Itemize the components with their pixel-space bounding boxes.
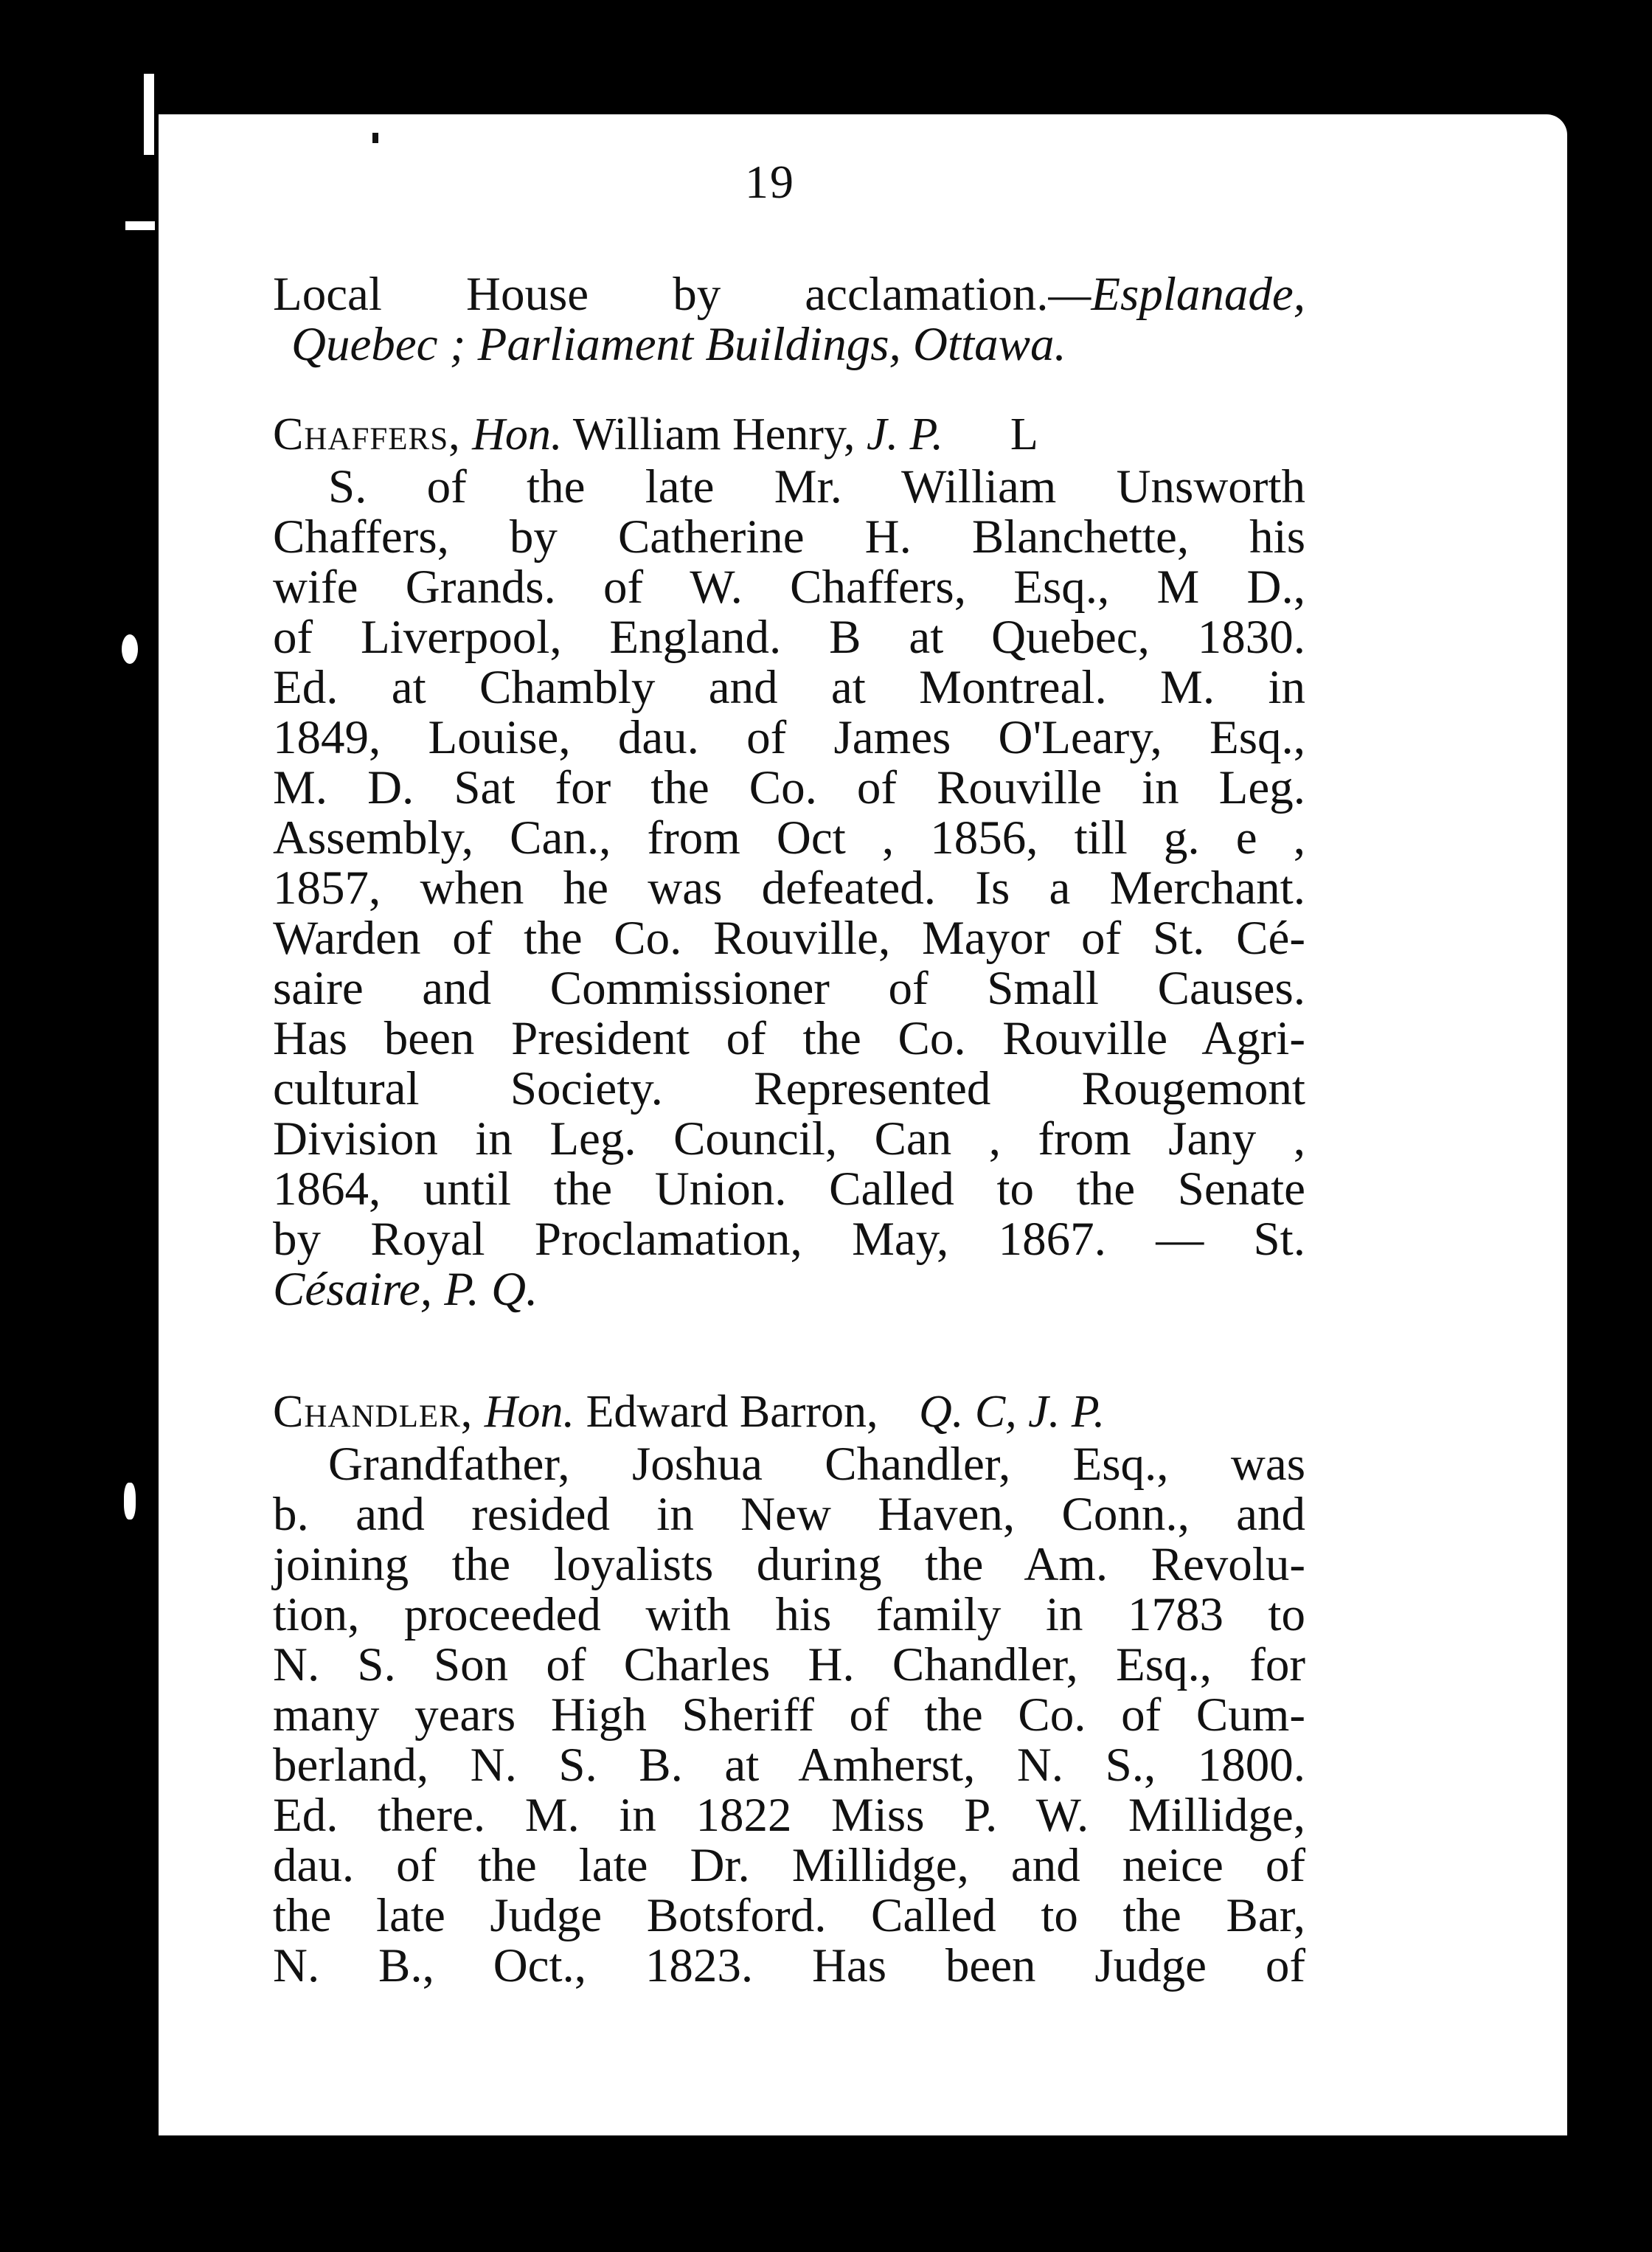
text-line: Assembly, Can., from Oct , 1856, till g. e , (273, 811, 1305, 865)
text-line: Has been President of the Co. Rouville Agri- (273, 1012, 1305, 1065)
text-line: the late Judge Botsford. Called to the Bar, (273, 1889, 1305, 1942)
entry-postnominal: Q. C, J. P. (919, 1387, 1106, 1437)
text-line: of Liverpool, England. B at Quebec, 1830. (273, 611, 1305, 664)
text-line: tion, proceeded with his family in 1783 to (273, 1588, 1305, 1641)
text-line: 1849, Louise, dau. of James O'Leary, Esq., (273, 711, 1305, 764)
binding-mark (144, 74, 154, 155)
entry-given-name: Edward Barron, (586, 1387, 878, 1437)
binding-mark (125, 221, 155, 230)
entry-extra: L (1010, 409, 1038, 460)
text-line: Grandfather, Joshua Chandler, Esq., was (328, 1438, 1305, 1491)
entry-honorific: Hon. (484, 1387, 575, 1437)
text-line: joining the loyalists during the Am. Revolu- (273, 1538, 1305, 1591)
intro-line-1: Local House by acclamation.—Esplanade, (273, 268, 1305, 321)
entry-surname: Chandler, (273, 1387, 473, 1437)
text-line: berland, N. S. B. at Amherst, N. S., 1800. (273, 1739, 1305, 1792)
entry-given-name: William Henry, (572, 409, 856, 460)
text-line: dau. of the late Dr. Millidge, and neice of (273, 1839, 1305, 1892)
text-line: Ed. there. M. in 1822 Miss P. W. Millidge, (273, 1789, 1305, 1842)
text-line: Chaffers, by Catherine H. Blanchette, his (273, 510, 1305, 564)
text-line: cultural Society. Represented Rougemont (273, 1062, 1305, 1115)
text-line-italic: Césaire, P. Q. (273, 1263, 538, 1316)
text-line: 1857, when he was defeated. Is a Merchant. (273, 862, 1305, 915)
text-line: Division in Leg. Council, Can , from Jany , (273, 1112, 1305, 1165)
text-line: Warden of the Co. Rouville, Mayor of St. Cé- (273, 912, 1305, 965)
binding-mark (124, 1483, 136, 1520)
text-line: Ed. at Chambly and at Montreal. M. in (273, 661, 1305, 714)
text-line: M. D. Sat for the Co. of Rouville in Leg. (273, 761, 1305, 814)
page-number: 19 (745, 156, 795, 208)
text-line: S. of the late Mr. William Unsworth (328, 460, 1305, 513)
entry-heading (273, 409, 1305, 460)
entry-surname: Chaffers, (273, 409, 461, 460)
text-line: by Royal Proclamation, May, 1867. — St. (273, 1213, 1305, 1266)
entry-postnominal: J. P. (866, 409, 943, 460)
intro-paragraph (273, 269, 1305, 370)
text-line: b. and resided in New Haven, Conn., and (273, 1488, 1305, 1541)
text-line: many years High Sheriff of the Co. of Cum- (273, 1688, 1305, 1742)
text-line: saire and Commissioner of Small Causes. (273, 962, 1305, 1015)
text-line: N. B., Oct., 1823. Has been Judge of (273, 1939, 1305, 1992)
text-line: wife Grands. of W. Chaffers, Esq., M D., (273, 561, 1305, 614)
entry-chaffers (273, 409, 1305, 1314)
entry-chandler (273, 1387, 1305, 1991)
entry-heading (273, 1387, 1305, 1437)
intro-line-2: Quebec ; Parliament Buildings, Ottawa. (291, 318, 1066, 371)
scan-speck (372, 133, 378, 143)
text-line: N. S. Son of Charles H. Chandler, Esq., for (273, 1638, 1305, 1691)
text-line: 1864, until the Union. Called to the Senate (273, 1163, 1305, 1216)
entry-honorific: Hon. (472, 409, 563, 460)
binding-mark (122, 634, 138, 664)
